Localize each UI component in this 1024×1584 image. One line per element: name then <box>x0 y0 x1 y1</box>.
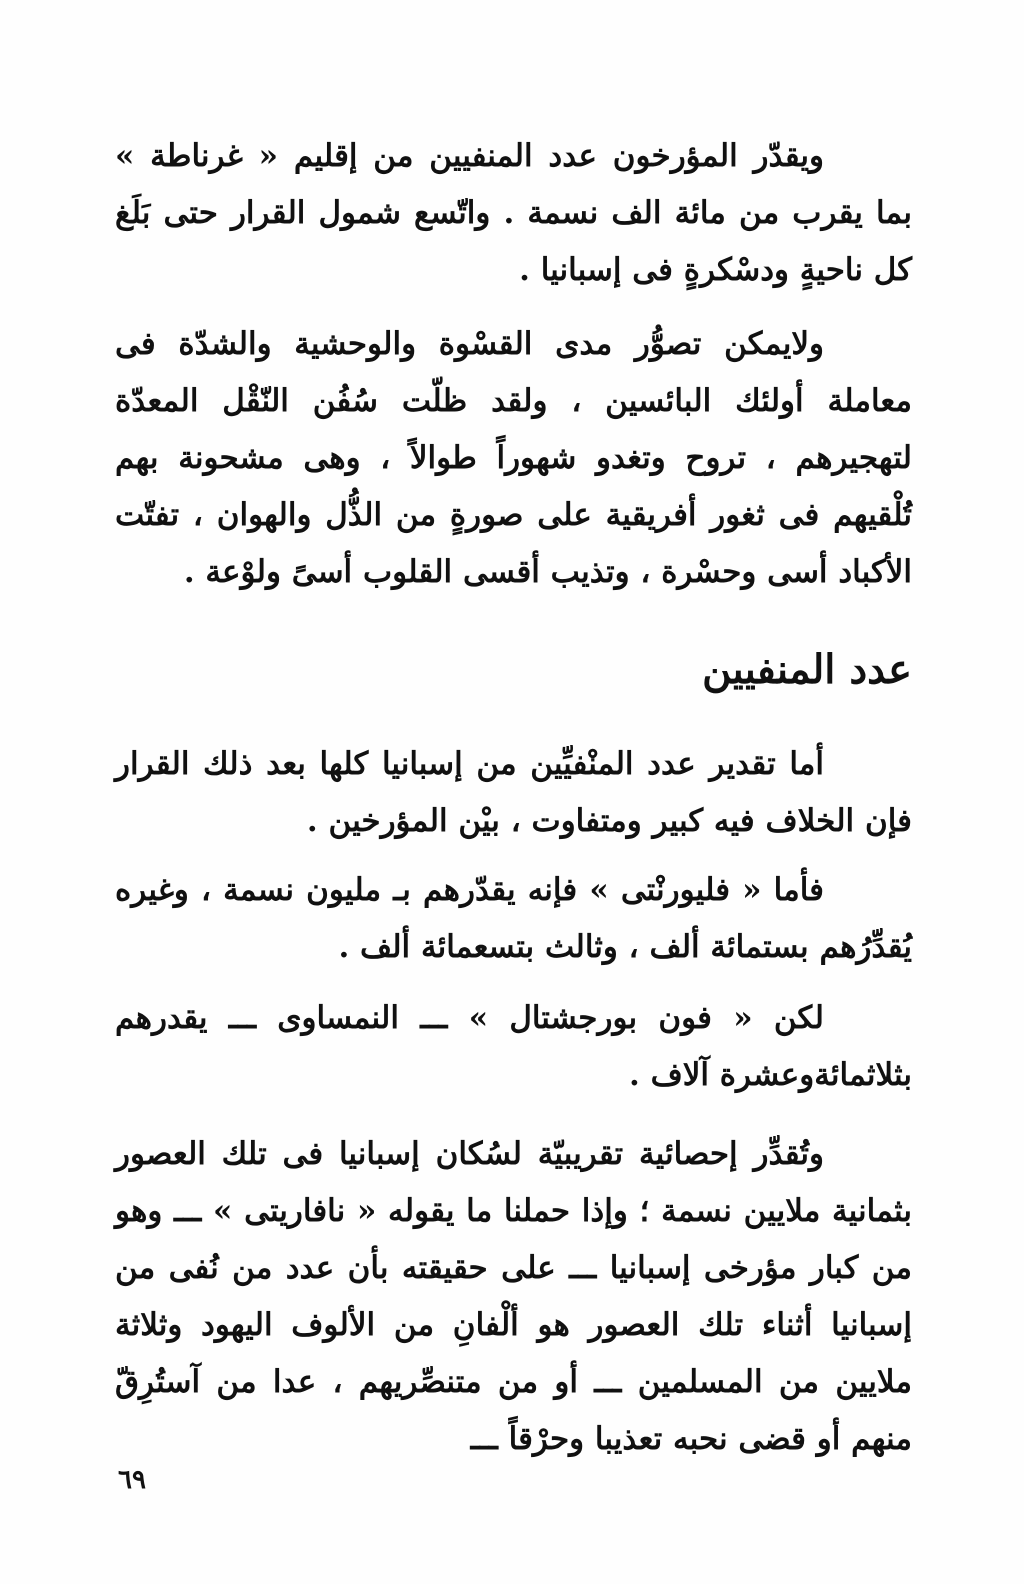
paragraph-total-estimate <box>115 736 912 850</box>
paragraph-florenti-estimate <box>115 862 912 976</box>
paragraph-text: ولايمكن تصوُّر مدى القسْوة والوحشية والشدّة فى معاملة أولئك البائسين ، ولقد ظلّت سُفُن النّقْل المعدّة لتهجيرهم ، تروح وتغدو شهوراً طوالاً ، وهى مشحونة بهم تُلْقيهم فى ثغور أفريقية على صورةٍ من الذُّل والهوان ، تفتّت الأكباد أسى وحسْرة ، وتذيب أقسى القلوب أسىً ولوْعة . <box>115 326 912 590</box>
paragraph-text: لكن « فون بورجشتال » ـــ النمساوى ـــ يقدرهم بثلاثمائةوعشرة آلاف . <box>115 1000 912 1093</box>
paragraph-text: فأما « فليورنْتى » فإنه يقدّرهم بـ مليون نسمة ، وغيره يُقدِّرُهم بستمائة ألف ، وثالث بتسعمائة ألف . <box>115 872 912 965</box>
section-heading: عدد المنفيين <box>702 646 912 693</box>
page-number: ٦٩ <box>118 1465 146 1495</box>
paragraph-granada-exiles-estimate <box>115 128 912 299</box>
paragraph-text: أما تقدير عدد المنْفيِّين من إسبانيا كلها بعد ذلك القرار فإن الخلاف فيه كبير ومتفاوت ، بيْن المؤرخين . <box>115 746 912 839</box>
paragraph-borgstall-estimate <box>115 990 912 1104</box>
paragraph-population-statistics <box>115 1126 912 1468</box>
paragraph-text: وتُقدِّر إحصائية تقريبيّة لسُكان إسبانيا فى تلك العصور بثمانية ملايين نسمة ؛ وإذا حملنا ما يقوله « نافاريتى » ـــ وهو من كبار مؤرخى إسبانيا ـــ على حقيقته بأن عدد من نُفى من إسبانيا أثناء تلك العصور هو ألْفانِ من الألوف اليهود وثلاثة ملايين من المسلمين ـــ أو من متنصِّريهم ، عدا من آستُرِقّ منهم أو قضى نحبه تعذيبا وحرْقاً ـــ <box>115 1136 912 1457</box>
paragraph-cruelty-description <box>115 316 912 601</box>
paragraph-text: ويقدّر المؤرخون عدد المنفيين من إقليم « غرناطة » بما يقرب من مائة الف نسمة . واتّسع شمول القرار حتى بَلَغ كل ناحيةٍ ودسْكرةٍ فى إسبانيا . <box>115 138 912 288</box>
